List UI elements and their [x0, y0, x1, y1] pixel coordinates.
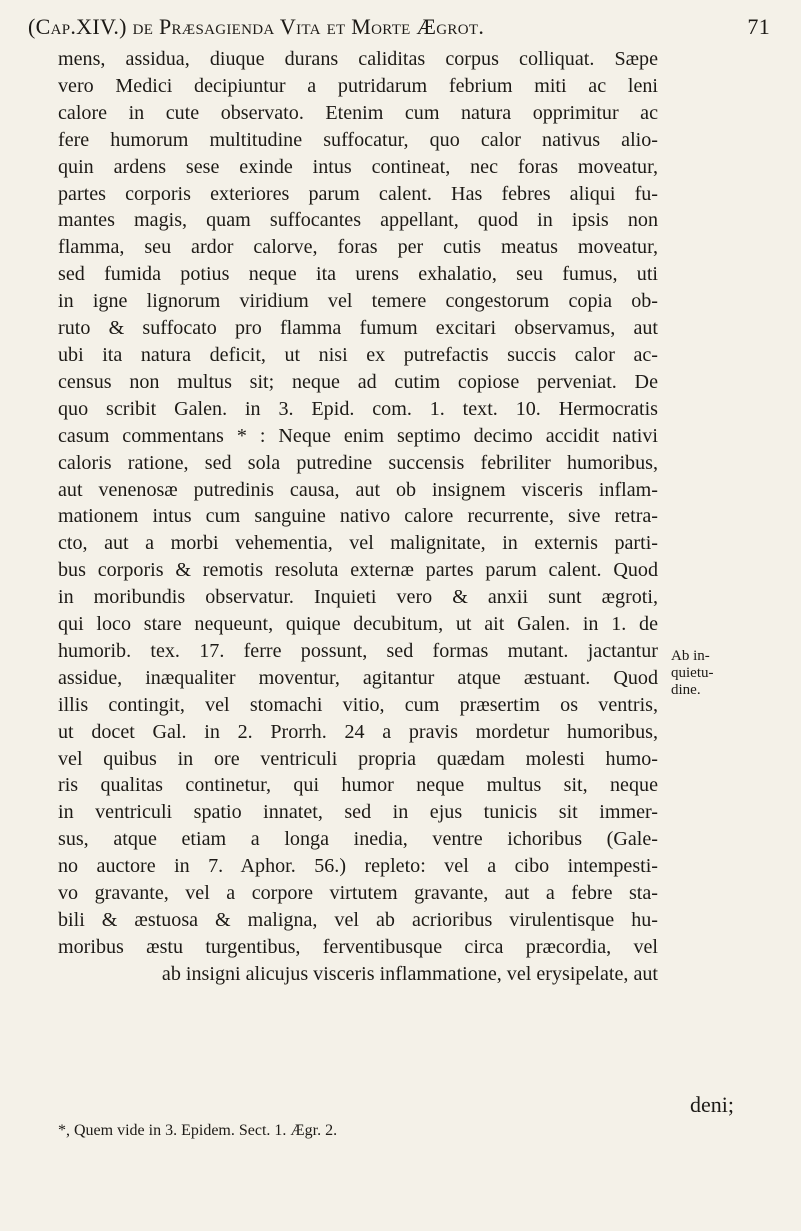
running-header: [28, 14, 770, 40]
text-line: sus, atque etiam a longa inedia, ventre ichoribus (Gale-: [58, 828, 658, 851]
text-line: illis contingit, vel stomachi vitio, cum præsertim os ventris,: [58, 693, 658, 716]
text-line: ruto & suffocato pro flamma fumum excitari observamus, aut: [58, 317, 658, 340]
text-line: vero Medici decipiuntur a putridarum febrium miti ac leni: [58, 74, 658, 97]
text-line: census non multus sit; neque ad cutim copiose perveniat. De: [58, 370, 658, 393]
margin-note: [671, 648, 741, 699]
text-line: assidue, inæqualiter moventur, agitantur atque æstuant. Quod: [58, 666, 658, 689]
text-line: casum commentans * : Neque enim septimo decimo accidit nativi: [58, 424, 658, 447]
text-line: vo gravante, vel a corpore virtutem gravante, aut a febre sta-: [58, 882, 658, 905]
text-line: aut venenosæ putredinis causa, aut ob insignem visceris inflam-: [58, 478, 658, 501]
catchword: deni;: [690, 1092, 734, 1117]
text-line: mationem intus cum sanguine nativo calore recurrente, sive retra-: [58, 505, 658, 528]
text-line: in ventriculi spatio innatet, sed in ejus tunicis sit immer-: [58, 801, 658, 824]
text-line: flamma, seu ardor calorve, foras per cutis meatus moveatur,: [58, 236, 658, 259]
text-line: cto, aut a morbi vehementia, vel malignitate, in externis parti-: [58, 532, 658, 555]
text-line: caloris ratione, sed sola putredine succensis febriliter humoribus,: [58, 451, 658, 474]
text-line: fere humorum multitudine suffocatur, quo calor nativus alio-: [58, 128, 658, 151]
text-line: bus corporis & remotis resoluta externæ partes parum calent. Quod: [58, 559, 658, 582]
text-line: quo scribit Galen. in 3. Epid. com. 1. text. 10. Hermocratis: [58, 397, 658, 420]
margin-note-line: Ab in-: [671, 648, 710, 664]
text-line: partes corporis exteriores parum calent. Has febres aliqui fu-: [58, 182, 658, 205]
text-line: humorib. tex. 17. ferre possunt, sed formas mutant. jactantur: [58, 639, 658, 662]
text-line: ut docet Gal. in 2. Prorrh. 24 a pravis mordetur humoribus,: [58, 720, 658, 743]
margin-note-line: quietu-: [671, 665, 714, 681]
text-line: no auctore in 7. Aphor. 56.) repleto: vel a cibo intempesti-: [58, 855, 658, 878]
text-line: moribus æstu turgentibus, ferventibusque circa præcordia, vel: [58, 935, 658, 958]
text-line: in igne lignorum viridium vel temere congestorum copia ob-: [58, 290, 658, 313]
text-line: calore in cute observato. Etenim cum natura opprimitur ac: [58, 101, 658, 124]
text-line: in moribundis observatur. Inquieti vero & anxii sunt ægroti,: [58, 586, 658, 609]
text-line: quin ardens sese exinde intus contineat, nec foras moveatur,: [58, 155, 658, 178]
text-line: mantes magis, quam suffocantes appellant, quod in ipsis non: [58, 209, 658, 232]
footnote: *, Quem vide in 3. Epidem. Sect. 1. Ægr. 2.: [58, 1122, 338, 1139]
text-line: ubi ita natura deficit, ut nisi ex putrefactis succis calor ac-: [58, 343, 658, 366]
text-line: ris qualitas continetur, qui humor neque multus sit, neque: [58, 774, 658, 797]
text-line: ab insigni alicujus visceris inflammatione, vel erysipelate, aut: [161, 962, 658, 985]
text-line: vel quibus in ore ventriculi propria quædam molesti humo-: [58, 747, 658, 770]
margin-note-line: dine.: [671, 682, 701, 698]
text-line: qui loco stare nequeunt, quique decubitum, ut ait Galen. in 1. de: [58, 613, 658, 636]
header-title: (Cap.XIV.) de Præsagienda Vita et Morte Ægrot.: [28, 14, 485, 39]
page-number: 71: [747, 14, 770, 39]
text-line: sed fumida potius neque ita urens exhalatio, seu fumus, uti: [58, 263, 658, 286]
text-line: mens, assidua, diuque durans caliditas corpus colliquat. Sæpe: [58, 48, 658, 70]
body-text: [58, 46, 658, 988]
text-line: bili & æstuosa & maligna, vel ab acrioribus virulentisque hu-: [58, 909, 658, 931]
